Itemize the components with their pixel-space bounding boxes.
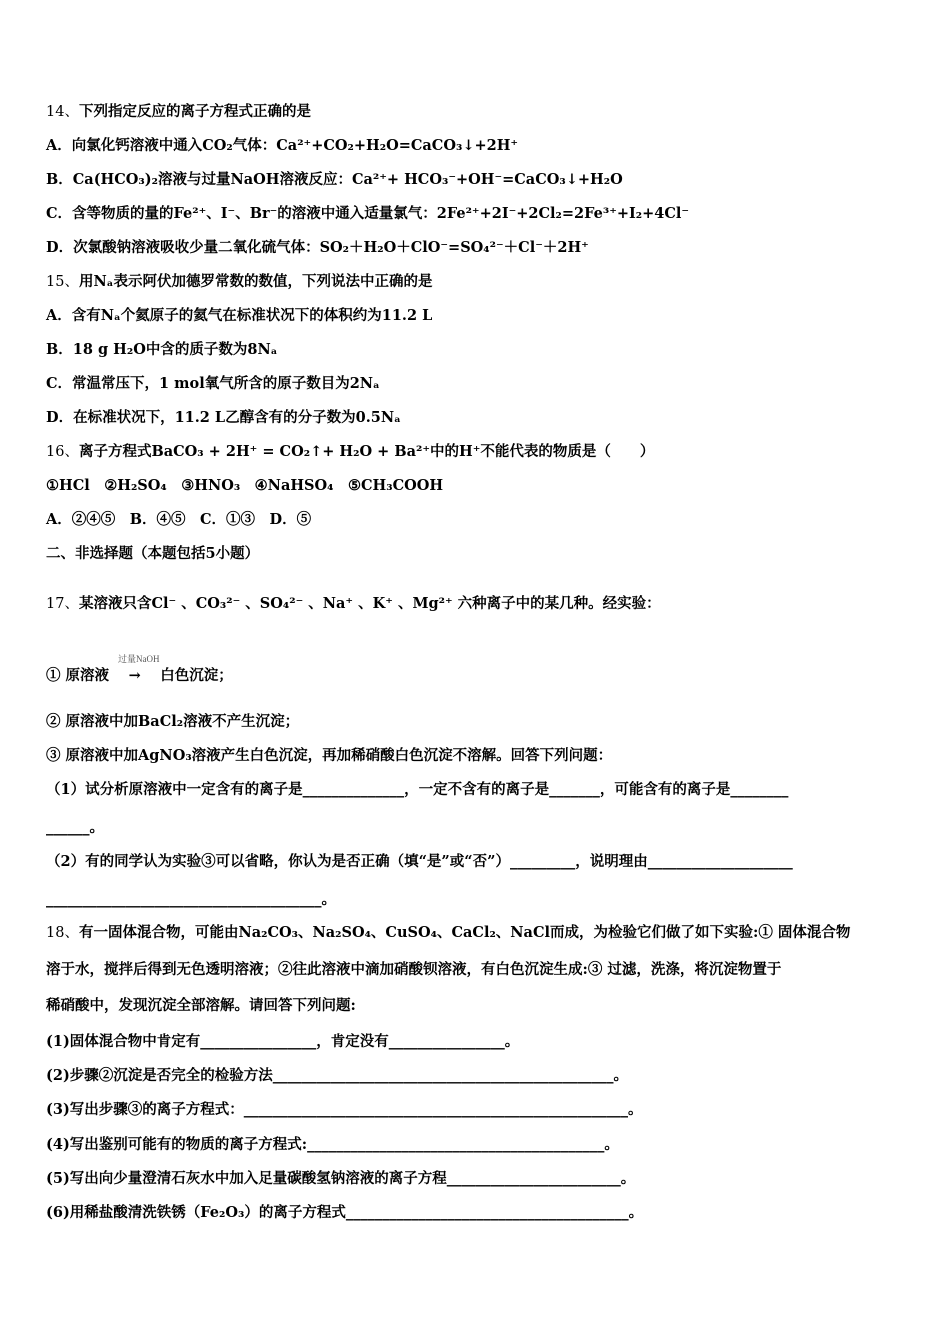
- question-number: 16、: [46, 444, 79, 460]
- question-number: 14、: [46, 104, 79, 120]
- line-text: A．含有Nₐ个氦原子的氦气在标准状况下的体积约为11.2 L: [46, 307, 433, 324]
- text-line: [46, 544, 259, 564]
- text-line: [46, 510, 311, 530]
- text-line: [46, 170, 623, 190]
- text-line: [46, 272, 432, 292]
- text-line: [46, 712, 299, 732]
- line-text: B．Ca(HCO₃)₂溶液与过量NaOH溶液反应：Ca²⁺+ HCO₃⁻+OH⁻=CaCO₃↓+H₂O: [46, 171, 623, 188]
- text-line: [46, 780, 788, 800]
- text-line: [46, 102, 311, 122]
- line-text: 稀硝酸中，发现沉淀全部溶解。请回答下列问题:: [46, 997, 356, 1014]
- text-line: [46, 442, 654, 462]
- text-line: [46, 238, 589, 258]
- line-text: ② 原溶液中加BaCl₂溶液不产生沉淀；: [46, 713, 300, 730]
- line-text: 下列指定反应的离子方程式正确的是: [78, 103, 311, 120]
- text-line: [46, 1066, 628, 1086]
- text-line: [46, 408, 401, 428]
- text-line: [46, 960, 781, 980]
- line-text: D．在标准状况下，11.2 L乙醇含有的分子数为0.5Nₐ: [46, 409, 401, 426]
- text-line: [46, 340, 277, 360]
- text-line: [46, 746, 612, 766]
- line-text: B．18 g H₂O中含的质子数为8Nₐ: [46, 341, 278, 358]
- line-text: 二、非选择题（本题包括5小题）: [46, 545, 260, 562]
- line-text: 某溶液只含Cl⁻ 、CO₃²⁻ 、SO₄²⁻ 、Na⁺ 、K⁺ 、Mg²⁺ 六种离子中的某几种。经实验：: [78, 595, 661, 612]
- line-text: 离子方程式BaCO₃ + 2H⁺ = CO₂↑+ H₂O + Ba²⁺中的H⁺不能代表的物质是（ ）: [78, 443, 655, 460]
- text-line: [46, 996, 356, 1016]
- line-text: (4)写出鉴别可能有的物质的离子方程式:_________________________________________。: [46, 1136, 619, 1153]
- text-line: [46, 818, 104, 838]
- text-line: [46, 204, 689, 224]
- line-text: ______________________________________。: [46, 891, 336, 908]
- line-text: ______。: [46, 819, 104, 836]
- question-number: 17、: [46, 596, 79, 612]
- text-line: [46, 306, 432, 326]
- line-text: （2）有的同学认为实验③可以省略，你认为是否正确（填“是”或“否”）_________，说明理由____________________: [46, 853, 793, 870]
- text-line: [46, 923, 850, 943]
- line-text: D．次氯酸钠溶液吸收少量二氧化硫气体：SO₂＋H₂O＋ClO⁻=SO₄²⁻＋Cl⁻＋2H⁺: [46, 239, 589, 256]
- line-text: (5)写出向少量澄清石灰水中加入足量碳酸氢钠溶液的离子方程________________________。: [46, 1170, 636, 1187]
- text-line: [46, 1135, 619, 1155]
- text-line: [46, 374, 380, 394]
- text-line: [46, 594, 661, 614]
- text-line: [46, 666, 233, 686]
- text-line: [46, 852, 793, 872]
- line-text: 有一固体混合物，可能由Na₂CO₃、Na₂SO₄、CuSO₄、CaCl₂、NaCl而成，为检验它们做了如下实验:① 固体混合物: [78, 924, 851, 941]
- text-line: [46, 1203, 643, 1223]
- line-text: 溶于水，搅拌后得到无色透明溶液；②往此溶液中滴加硝酸钡溶液，有白色沉淀生成:③ 过滤，洗涤，将沉淀物置于: [46, 961, 782, 978]
- line-text: C．含等物质的量的Fe²⁺、I⁻、Br⁻的溶液中通入适量氯气：2Fe²⁺+2I⁻+2Cl₂=2Fe³⁺+I₂+4Cl⁻: [46, 205, 690, 222]
- line-text: ① 原溶液 → 白色沉淀；: [46, 667, 233, 684]
- line-text: ③ 原溶液中加AgNO₃溶液产生白色沉淀，再加稀硝酸白色沉淀不溶解。回答下列问题：: [46, 747, 613, 764]
- line-text: ①HCl ②H₂SO₄ ③HNO₃ ④NaHSO₄ ⑤CH₃COOH: [46, 477, 444, 494]
- text-line: [46, 1169, 635, 1189]
- line-text: A．向氯化钙溶液中通入CO₂气体：Ca²⁺+CO₂+H₂O=CaCO₃↓+2H⁺: [46, 137, 519, 154]
- line-text: 用Nₐ表示阿伏加德罗常数的数值，下列说法中正确的是: [78, 273, 433, 290]
- text-line: [46, 890, 336, 910]
- text-line: [46, 1032, 519, 1052]
- line-text: (6)用稀盐酸清洗铁锈（Fe₂O₃）的离子方程式_______________________________________。: [46, 1204, 644, 1221]
- line-text: (1)固体混合物中肯定有________________，肯定没有________________。: [46, 1033, 520, 1050]
- line-text: (3)写出步骤③的离子方程式：_____________________________________________________。: [46, 1101, 643, 1118]
- text-line: [46, 476, 443, 496]
- question-number: 15、: [46, 274, 79, 290]
- question-number: 18、: [46, 925, 79, 941]
- line-text: (2)步骤②沉淀是否完全的检验方法_______________________________________________。: [46, 1067, 629, 1084]
- text-line: [46, 136, 518, 156]
- text-line: [46, 1100, 643, 1120]
- line-text: A．②④⑤ B．④⑤ C．①③ D．⑤: [46, 511, 312, 528]
- arrow-label: 过量NaOH: [118, 654, 160, 664]
- line-text: （1）试分析原溶液中一定含有的离子是______________，一定不含有的离子是_______，可能含有的离子是________: [46, 781, 789, 798]
- line-text: C．常温常压下，1 mol氧气所含的原子数目为2Nₐ: [46, 375, 380, 392]
